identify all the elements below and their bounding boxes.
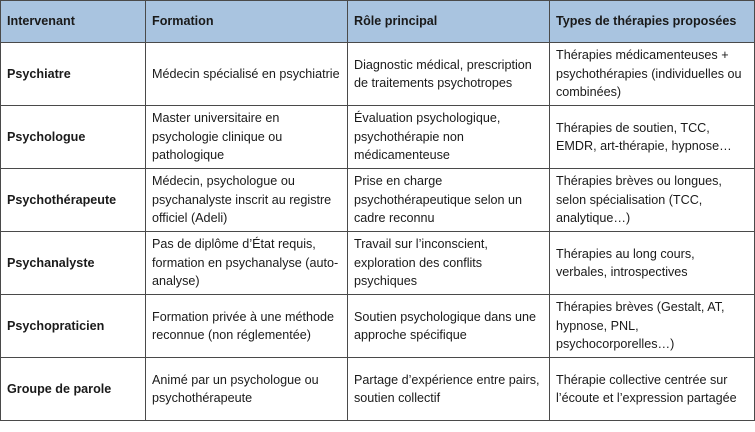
cell-role: Partage d’expérience entre pairs, soutien collectif — [348, 358, 550, 421]
cell-therapies: Thérapies médicamenteuses + psychothérapies (individuelles ou combinées) — [550, 43, 755, 106]
table-row — [1, 232, 755, 295]
cell-formation: Pas de diplôme d’État requis, formation en psychanalyse (auto-analyse) — [146, 232, 348, 295]
header-therapies: Types de thérapies proposées — [550, 1, 755, 43]
table-row — [1, 106, 755, 169]
cell-intervenant: Psychanalyste — [1, 232, 146, 295]
cell-formation: Médecin spécialisé en psychiatrie — [146, 43, 348, 106]
cell-formation: Master universitaire en psychologie clinique ou pathologique — [146, 106, 348, 169]
cell-role: Soutien psychologique dans une approche spécifique — [348, 295, 550, 358]
table-row — [1, 295, 755, 358]
header-intervenant: Intervenant — [1, 1, 146, 43]
cell-therapies: Thérapies brèves ou longues, selon spécialisation (TCC, analytique…) — [550, 169, 755, 232]
header-row — [1, 1, 755, 43]
cell-role: Travail sur l’inconscient, exploration des conflits psychiques — [348, 232, 550, 295]
cell-role: Évaluation psychologique, psychothérapie non médicamenteuse — [348, 106, 550, 169]
header-role: Rôle principal — [348, 1, 550, 43]
cell-intervenant: Psychopraticien — [1, 295, 146, 358]
cell-intervenant: Psychiatre — [1, 43, 146, 106]
cell-therapies: Thérapies de soutien, TCC, EMDR, art-thérapie, hypnose… — [550, 106, 755, 169]
header-formation: Formation — [146, 1, 348, 43]
table-row — [1, 43, 755, 106]
cell-intervenant: Groupe de parole — [1, 358, 146, 421]
cell-formation: Animé par un psychologue ou psychothérapeute — [146, 358, 348, 421]
table-row — [1, 358, 755, 421]
cell-intervenant: Psychothérapeute — [1, 169, 146, 232]
cell-therapies: Thérapie collective centrée sur l’écoute et l’expression partagée — [550, 358, 755, 421]
cell-therapies: Thérapies au long cours, verbales, introspectives — [550, 232, 755, 295]
table-body — [1, 43, 755, 421]
cell-intervenant: Psychologue — [1, 106, 146, 169]
cell-formation: Médecin, psychologue ou psychanalyste inscrit au registre officiel (Adeli) — [146, 169, 348, 232]
cell-role: Prise en charge psychothérapeutique selon un cadre reconnu — [348, 169, 550, 232]
cell-formation: Formation privée à une méthode reconnue (non réglementée) — [146, 295, 348, 358]
cell-role: Diagnostic médical, prescription de traitements psychotropes — [348, 43, 550, 106]
table-row — [1, 169, 755, 232]
table-header — [1, 1, 755, 43]
cell-therapies: Thérapies brèves (Gestalt, AT, hypnose, PNL, psychocorporelles…) — [550, 295, 755, 358]
